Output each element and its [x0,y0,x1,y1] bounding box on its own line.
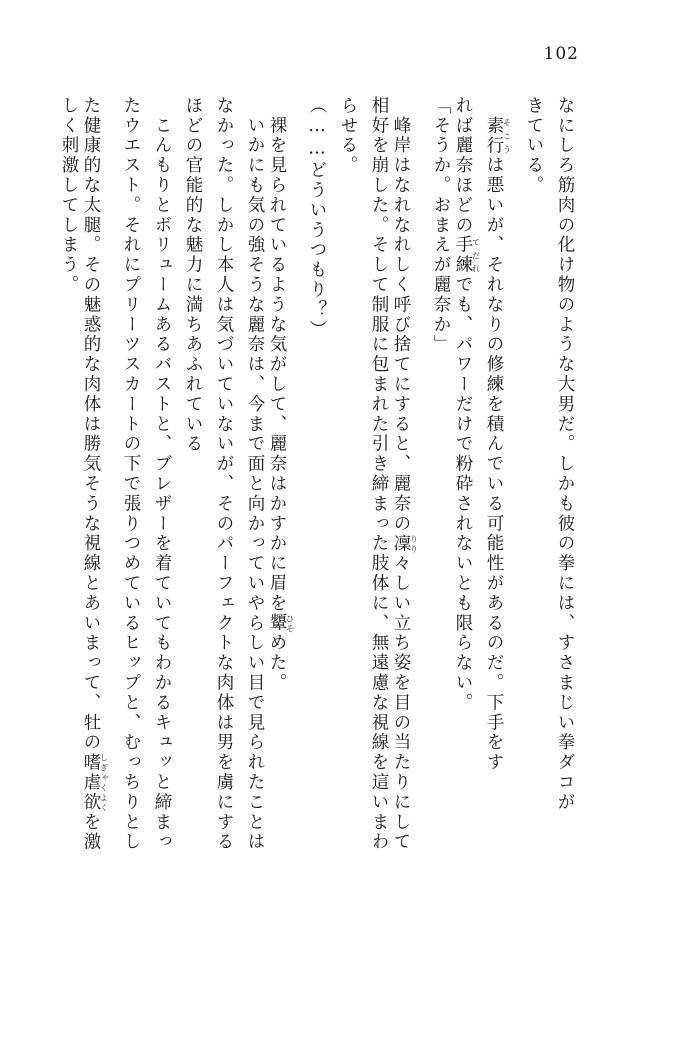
text-column: きている。 [524,96,544,196]
vertical-text-block [46,96,651,976]
text-column: 裸を見られているような気がして、麗奈はかすかに眉を顰ひそめた。 [267,96,295,694]
ruby-annotation: 素行そこう [484,115,512,156]
ruby-annotation: 顰ひそ [267,613,295,634]
ruby-annotation: 凜りり [391,533,419,554]
text-column: しく刺激してしまう。 [59,96,79,295]
text-column: 「そうか。おまえが麗奈か」 [431,96,451,355]
text-column: こんもりとボリュームあるバストと、ブレザーを着ていてもわかるキュッと締まっ [152,96,172,853]
text-column: いかにも気の強そうな麗奈は、今まで面と向かっていやらしい目で見られたことは [245,96,265,853]
text-column: らせる。 [338,96,358,176]
ruby-annotation: 手練てだれ [453,235,481,276]
text-column: （……どういうつもり？） [307,96,327,340]
text-column: 峰岸はなれなれしく呼び捨てにすると、麗奈の凜りり々しい立ち姿を目の当たりにして [391,96,419,853]
ruby-annotation: 嗜虐欲しぎゃくよく [81,752,109,813]
text-column: 相好を崩した。そして制服に包まれた引き締まった肢体に、無遠慮な視線を這いまわ [369,96,389,853]
text-column: れば麗奈ほどの手練てだれでも、パワーだけで粉砕されないとも限らない。 [453,96,481,713]
page-number: 102 [543,44,579,64]
text-column: なにしろ筋肉の化け物のような大男だ。しかも彼の拳には、すさまじい拳ダコが [555,96,575,813]
text-column: た健康的な太腿。その魅惑的な肉体は勝気そうな視線とあいまって、牡の嗜虐欲しぎゃくよくを激 [81,96,109,853]
text-column: たウエスト。それにプリーツスカートの下で張りつめているヒップと、むっちりとし [121,96,141,853]
text-column: 素行そこうは悪いが、それなりの修練を積んでいる可能性があるのだ。下手をす [484,115,512,773]
text-column: ほどの官能的な魅力に満ちあふれている [183,96,203,455]
text-column: なかった。しかし本人は気づいていないが、そのパーフェクトな肉体は男を虜にする [214,96,234,853]
